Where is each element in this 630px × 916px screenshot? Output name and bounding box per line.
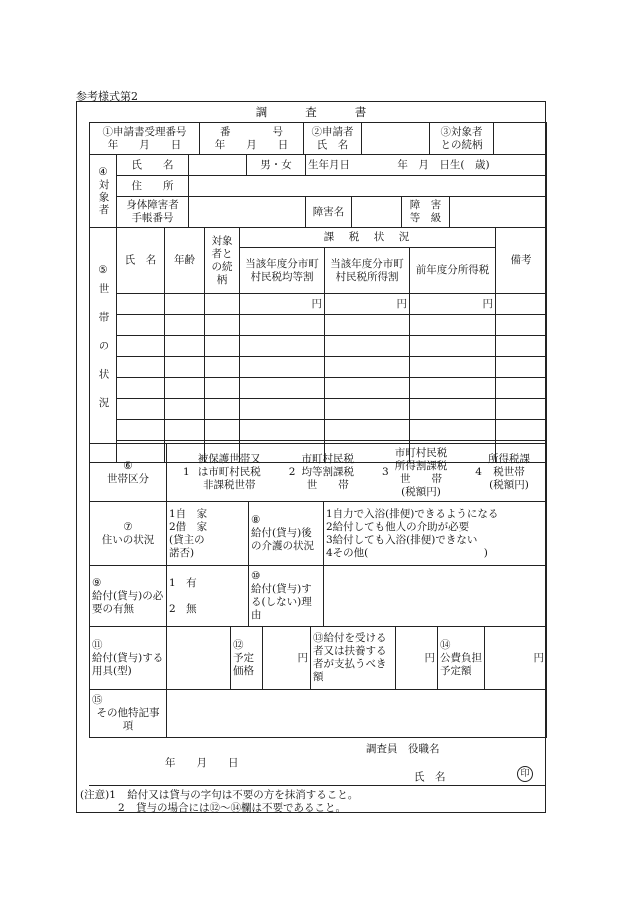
note-2-no: 2 <box>118 802 125 814</box>
category-opt1-line1: 被保護世帯又 <box>197 453 261 465</box>
housing-opt2-note1: (貸主の <box>169 533 205 546</box>
housing-section-no: ⑦ <box>123 520 133 533</box>
category-opt3-line1: 市町村民税 <box>394 446 448 459</box>
equipment-section-no: ⑪ <box>92 638 103 651</box>
equipment-section-label: 給付(貸与)する用具(型) <box>92 651 164 677</box>
care-section-no: ⑧ <box>251 514 261 526</box>
seal-mark-icon: 印 <box>517 766 533 782</box>
grade-label-1: 障 害 <box>409 199 442 211</box>
category-opt2-line2: 均等割課税 <box>301 466 354 478</box>
grade-value[interactable] <box>450 197 547 228</box>
birth-label: 生年月日 <box>308 158 350 171</box>
care-opt1[interactable]: 1自力で入浴(排便)できるようになる <box>326 507 499 520</box>
col-tax-status: 課 税 状 況 <box>240 228 496 248</box>
col-tax-1: 当該年度分市町村民税均等割 <box>240 248 325 294</box>
note-2 <box>118 800 346 815</box>
col-remarks: 備考 <box>496 228 547 294</box>
household-row-tax2[interactable] <box>325 420 410 441</box>
household-row-tax2[interactable] <box>325 336 410 357</box>
price-section-no: ⑫ <box>233 638 244 651</box>
household-row-name[interactable] <box>117 378 165 399</box>
household-row-remarks[interactable] <box>496 336 547 357</box>
reason-section-label: 給付(貸与)する(しない)理由 <box>251 583 312 621</box>
category-opt3-line3: 世 帯 <box>399 472 442 485</box>
category-opt1-no: 1 <box>183 466 190 478</box>
applicant-value-cell[interactable] <box>362 123 430 155</box>
household-row-relation[interactable] <box>205 357 240 378</box>
household-row-remarks[interactable] <box>496 357 547 378</box>
receipt-date: 年 月 日 <box>107 138 182 151</box>
category-opt2-line3: 世 帯 <box>306 479 349 491</box>
household-row-name[interactable] <box>117 315 165 336</box>
category-option-1[interactable] <box>183 453 261 492</box>
household-row-relation[interactable] <box>205 420 240 441</box>
household-row-name[interactable] <box>117 294 165 315</box>
household-row-name[interactable] <box>117 357 165 378</box>
subject-name-label: 氏 名 <box>117 155 189 176</box>
note-heading: (注意)1 <box>80 789 116 801</box>
disability-name-value[interactable] <box>352 197 402 228</box>
household-row-age[interactable] <box>165 420 205 441</box>
investigator-name-label: 氏 名 <box>414 771 446 783</box>
household-row-age[interactable] <box>165 399 205 420</box>
category-option-4[interactable] <box>475 453 530 492</box>
care-section-label: 給付(貸与)後の介護の状況 <box>251 527 314 552</box>
subject-name-value[interactable] <box>189 155 247 176</box>
household-row-tax3[interactable] <box>410 315 496 336</box>
reason-value[interactable] <box>324 566 547 627</box>
category-opt2-line1: 市町村民税 <box>301 453 354 465</box>
category-opt1-line2: は市町村民税 <box>197 466 261 478</box>
category-opt1-line3: 非課税世帯 <box>202 479 256 491</box>
category-opt3-line4: (税額円) <box>401 485 441 498</box>
cert-label-1: 身体障害者 <box>126 199 179 211</box>
unit-yen-2: 円 <box>325 294 410 315</box>
household-row-remarks[interactable] <box>496 399 547 420</box>
form-title: 調査書 <box>255 105 405 119</box>
form-reference: 参考様式第2 <box>76 90 138 103</box>
remarks-section-label: その他特記事項 <box>96 707 160 732</box>
cert-label-2: 手帳番号 <box>131 212 174 224</box>
category-opt3-no: 3 <box>382 466 389 478</box>
relation-label: ③対象者 <box>440 125 483 138</box>
household-row-tax2[interactable] <box>325 399 410 420</box>
household-table <box>89 227 547 463</box>
housing-section-label: 住いの状況 <box>101 533 155 546</box>
household-row-relation[interactable] <box>205 336 240 357</box>
unit-yen-1: 円 <box>240 294 325 315</box>
note-2-text: 貸与の場合には⑫〜⑭欄は不要であること。 <box>136 802 347 814</box>
note-1-text: 給付又は貸与の字句は不要の方を抹消すること。 <box>127 789 359 801</box>
household-row-tax1[interactable] <box>240 378 325 399</box>
household-row-tax1[interactable] <box>240 315 325 336</box>
address-label: 住 所 <box>117 176 189 197</box>
subject-sex[interactable]: 男・女 <box>247 155 306 176</box>
necessity-section-label: 給付(貸与)の必要の有無 <box>92 589 164 615</box>
housing-opt1[interactable]: 1自 家 <box>169 507 208 520</box>
household-row-tax3[interactable] <box>410 336 496 357</box>
household-row-tax1[interactable] <box>240 336 325 357</box>
remarks-section-no: ⑮ <box>92 694 103 706</box>
birth-value: 年 月 日生( 歳) <box>397 158 490 171</box>
receipt-no-label: ①申請書受理番号 <box>102 125 187 138</box>
relation-label-2: との続柄 <box>440 138 483 151</box>
housing-opt2[interactable]: 2借 家 <box>169 520 208 533</box>
remarks-value[interactable] <box>167 690 547 738</box>
col-relation: 対象者との続柄 <box>205 228 240 294</box>
equipment-value[interactable] <box>167 627 231 690</box>
category-opt3-line2: 所得割課税 <box>394 459 448 472</box>
household-row-tax3[interactable] <box>410 399 496 420</box>
household-row-age[interactable] <box>165 357 205 378</box>
household-row-age[interactable] <box>165 315 205 336</box>
payer-label: ⑬給付を受ける者又は扶養する者が支払うべき額 <box>311 627 396 690</box>
necessity-opt1[interactable]: 1 有 <box>169 576 197 589</box>
subject-section-no: ④ <box>98 165 108 178</box>
household-row-age[interactable] <box>165 378 205 399</box>
subject-section-label: 対象者 <box>97 178 110 217</box>
household-row-name[interactable] <box>117 399 165 420</box>
care-opt4[interactable]: 4その他( ) <box>326 546 488 559</box>
category-option-3[interactable] <box>382 447 447 499</box>
grade-label-2: 等 級 <box>409 212 442 224</box>
category-section-no: ⑥ <box>123 459 133 472</box>
public-unit: 円 <box>485 627 547 690</box>
household-row-relation[interactable] <box>205 294 240 315</box>
household-row-tax3[interactable] <box>410 420 496 441</box>
col-tax-2: 当該年度分市町村民税所得割 <box>325 248 410 294</box>
household-row-tax1[interactable] <box>240 420 325 441</box>
investigation-date: 年 月 日 <box>165 757 239 769</box>
number-date: 年 月 日 <box>214 138 289 151</box>
household-row-remarks[interactable] <box>496 294 547 315</box>
remarks-table <box>89 689 547 738</box>
col-tax-3: 前年度分所得税 <box>410 248 496 294</box>
unit-yen-3: 円 <box>410 294 496 315</box>
household-row-tax1[interactable] <box>240 399 325 420</box>
household-row-tax2[interactable] <box>325 357 410 378</box>
public-section-label: 公費負担予定額 <box>440 651 482 677</box>
household-row-age[interactable] <box>165 294 205 315</box>
public-section-no: ⑭ <box>440 638 451 651</box>
price-section-label: 予定価格 <box>233 651 254 677</box>
col-age: 年齢 <box>165 228 205 294</box>
care-opt3[interactable]: 3給付しても入浴(排便)できない <box>326 533 478 546</box>
category-option-2[interactable] <box>289 453 354 492</box>
category-opt2-no: 2 <box>288 466 296 478</box>
household-row-age[interactable] <box>165 336 205 357</box>
household-section-label: 世帯の状況 <box>97 283 110 426</box>
household-row-tax2[interactable] <box>325 378 410 399</box>
payer-unit: 円 <box>396 627 438 690</box>
equipment-table <box>89 626 547 690</box>
household-row-tax3[interactable] <box>410 378 496 399</box>
relation-value-cell[interactable] <box>494 123 547 155</box>
housing-opt2-note2: 諾否) <box>169 546 195 559</box>
investigator-label: 調査員 役職名 <box>366 743 440 755</box>
household-section-no: ⑤ <box>98 264 108 277</box>
household-row-relation[interactable] <box>205 315 240 336</box>
household-row-relation[interactable] <box>205 378 240 399</box>
footer-divider <box>89 785 546 786</box>
number-field-label: 番 号 <box>220 125 283 138</box>
col-name: 氏 名 <box>117 228 165 294</box>
household-row-tax1[interactable] <box>240 357 325 378</box>
reason-section-no: ⑩ <box>251 570 261 582</box>
necessity-opt2[interactable]: 2 無 <box>169 602 197 615</box>
category-opt4-line1: 所得税課 <box>487 453 530 465</box>
household-row-name[interactable] <box>117 420 165 441</box>
necessity-table <box>89 565 547 627</box>
disability-name-label: 障害名 <box>306 197 352 228</box>
household-row-tax2[interactable] <box>325 315 410 336</box>
care-opt2[interactable]: 2給付しても他人の介助が必要 <box>326 520 470 533</box>
household-row-remarks[interactable] <box>496 378 547 399</box>
price-unit: 円 <box>263 627 311 690</box>
household-row-remarks[interactable] <box>496 420 547 441</box>
applicant-label: ②申請者 <box>311 125 354 138</box>
household-row-remarks[interactable] <box>496 315 547 336</box>
category-opt4-line2: 税世帯 <box>493 466 525 478</box>
household-row-name[interactable] <box>117 336 165 357</box>
category-section-label: 世帯区分 <box>107 472 149 485</box>
address-value[interactable] <box>189 176 547 197</box>
cert-value[interactable] <box>189 197 306 228</box>
receipt-table <box>89 122 547 155</box>
household-row-relation[interactable] <box>205 399 240 420</box>
household-row-tax3[interactable] <box>410 357 496 378</box>
housing-table <box>89 501 547 566</box>
subject-table <box>89 154 547 228</box>
applicant-name-label: 氏 名 <box>316 138 349 151</box>
necessity-section-no: ⑨ <box>92 576 102 589</box>
category-table <box>89 443 547 502</box>
category-opt4-no: 4 <box>475 466 482 478</box>
category-opt4-line3: (税額円) <box>489 479 529 491</box>
